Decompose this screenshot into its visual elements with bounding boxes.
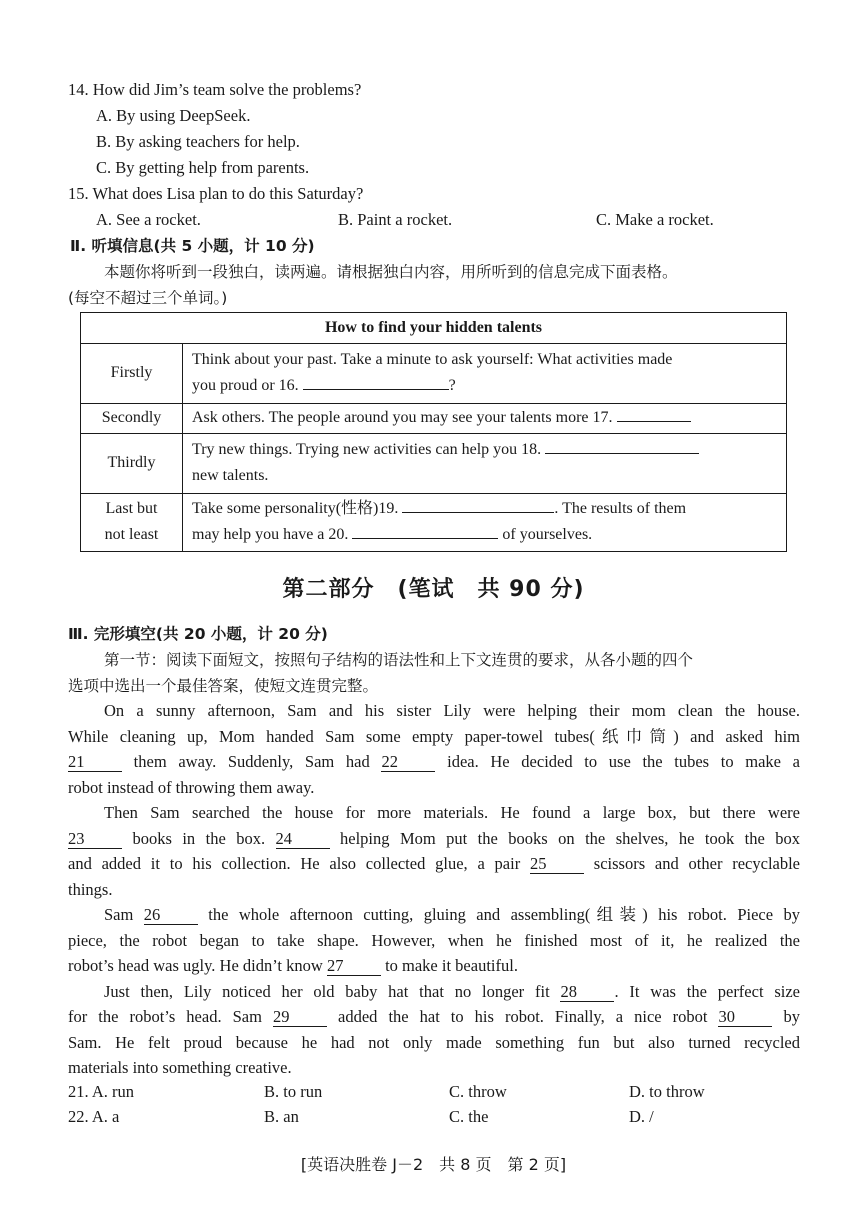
passage-line [68,749,800,775]
row-text-part: of yourselves. [502,526,593,543]
row-content [192,403,778,433]
row-content [192,343,778,403]
section-2-heading: Ⅱ. 听填信息(共 5 小题，计 10 分) [70,237,315,255]
question-stem: What does Lisa plan to do this Saturday? [92,184,364,203]
passage-text: helping Mom put the books on the shelves, he took the box [340,828,801,848]
table-row-firstly [81,343,786,404]
passage-text: for the robot’s head. Sam [68,1007,262,1026]
option-21-d: D. to throw [629,1082,705,1101]
cloze-blank-30[interactable]: 30 [718,1008,772,1027]
section-3-heading: Ⅲ. 完形填空(共 20 小题，计 20 分) [68,625,328,643]
passage-text: and added it to his collection. He also collected glue, a pair [68,854,521,873]
part-2-title: 第二部分 (笔试 共 90 分) [282,577,585,602]
cloze-blank-29[interactable]: 29 [273,1008,327,1027]
cloze-blank-23[interactable]: 23 [68,830,122,849]
table-row-thirdly [81,433,786,494]
row-text: Think about your past. Take a minute to ask yourself: What activities made [192,351,673,368]
passage-line: On a sunny afternoon, Sam and his sister Lily were helping their mom clean the house. [104,701,800,720]
cloze-blank-22[interactable]: 22 [381,753,435,772]
option-14-a: A. By using DeepSeek. [96,106,251,125]
row-content [192,433,778,493]
cloze-passage [68,698,800,1081]
options-15 [0,210,867,230]
passage-line [68,953,800,979]
row-text [192,437,778,463]
row-label-line: Last but [105,500,158,517]
passage-line [68,826,800,852]
option-21-c: C. throw [449,1082,507,1101]
question-number: 14. [68,80,89,99]
page-footer: [英语决胜卷 J－2 共 8 页 第 2 页] [300,1155,567,1174]
passage-line: piece, the robot began to take shape. However, when he finished most of it, he realized the [68,930,800,950]
row-label: Secondly [81,403,183,433]
cloze-blank-25[interactable]: 25 [530,855,584,874]
passage-text: robot’s head was ugly. He didn’t know [68,956,323,975]
option-22-c: C. the [449,1107,489,1126]
table-row-secondly [81,403,786,434]
passage-line [68,902,800,928]
passage-text: them away. Suddenly, Sam had [133,752,370,771]
answer-blank-20[interactable] [352,522,498,539]
row-text [192,496,778,522]
passage-line [68,979,800,1005]
passage-line [68,851,800,877]
option-21-b: B. to run [264,1082,323,1101]
row-text-part: Try new things. Trying new activities can help you 18. [192,441,542,458]
section-2-instruction: 本题你将听到一段独白，读两遍。请根据独白内容，用所听到的信息完成下面表格。 [104,263,678,281]
table-row-last-but-not-least [81,493,786,551]
option-15-c: C. Make a rocket. [596,210,714,229]
row-text [192,373,778,399]
section-3-instruction-cont: 选项中选出一个最佳答案，使短文连贯完整。 [68,677,379,695]
option-15-b: B. Paint a rocket. [338,210,453,229]
passage-line: Sam. He felt proud because he had not only made something fun but also turned recycled [68,1032,800,1052]
passage-line: Then Sam searched the house for more materials. He found a large box, but there were [104,803,800,822]
cloze-blank-27[interactable]: 27 [327,957,381,976]
options-22 [0,1107,867,1127]
row-content [192,493,778,551]
passage-line [68,1004,800,1030]
row-label [81,493,183,551]
question-14 [68,80,361,100]
passage-text: . It was the perfect size [614,981,800,1001]
answer-blank-19[interactable] [402,496,554,513]
passage-line: things. [68,879,113,899]
option-22-b: B. an [264,1107,299,1126]
question-number: 15. [68,184,89,203]
passage-line: While cleaning up, Mom handed Sam some empty paper-towel tubes(纸巾筒) and asked him [68,726,800,746]
row-text-part: ? [448,377,456,394]
passage-text: Sam [104,905,134,924]
cloze-blank-24[interactable]: 24 [276,830,330,849]
passage-text: idea. He decided to use the tubes to make a [447,752,801,771]
row-text-part: Ask others. The people around you may see your talents more 17. [192,409,613,426]
passage-text: the whole afternoon cutting, gluing and assembling(组装) his robot. Piece by [208,905,801,924]
option-15-a: A. See a rocket. [96,210,201,229]
row-text [192,405,778,431]
option-22-a: 22. A. a [68,1107,120,1126]
row-label: Firstly [81,343,183,403]
table-title: How to find your hidden talents [81,313,786,344]
cloze-blank-28[interactable]: 28 [560,983,614,1002]
row-text-part: may help you have a 20. [192,526,349,543]
answer-blank-17[interactable] [617,405,691,422]
passage-text: books in the box. [132,828,266,848]
option-14-b: B. By asking teachers for help. [96,132,300,151]
passage-text: by [783,1007,801,1026]
cloze-blank-26[interactable]: 26 [144,906,198,925]
talents-table [80,312,787,552]
row-label-line: not least [104,526,159,543]
row-text-part: Take some personality(性格)19. [192,500,399,517]
passage-text: Just then, Lily noticed her old baby hat that no longer fit [104,981,550,1001]
cloze-blank-21[interactable]: 21 [68,753,122,772]
passage-text: to make it beautiful. [385,956,518,975]
option-21-a: 21. A. run [68,1082,134,1101]
question-15 [68,184,363,204]
option-22-d: D. / [629,1107,654,1126]
answer-blank-18[interactable] [545,437,699,454]
options-21 [0,1082,867,1102]
answer-blank-16[interactable] [303,373,449,390]
option-14-c: C. By getting help from parents. [96,158,310,177]
passage-text: added the hat to his robot. Finally, a nice robot [338,1007,708,1026]
passage-line: materials into something creative. [68,1058,292,1077]
row-text: new talents. [192,467,269,484]
section-2-instruction-note: (每空不超过三个单词。) [68,289,228,307]
row-text [192,522,778,548]
row-text-part: you proud or 16. [192,377,299,394]
passage-line: robot instead of throwing them away. [68,777,315,797]
row-label: Thirdly [81,433,183,493]
section-3-instruction: 第一节：阅读下面短文，按照句子结构的语法性和上下文连贯的要求，从各小题的四个 [104,651,694,669]
passage-text: scissors and other recyclable [593,854,801,873]
question-stem: How did Jim’s team solve the problems? [92,80,362,99]
row-text-part: . The results of them [554,500,687,517]
